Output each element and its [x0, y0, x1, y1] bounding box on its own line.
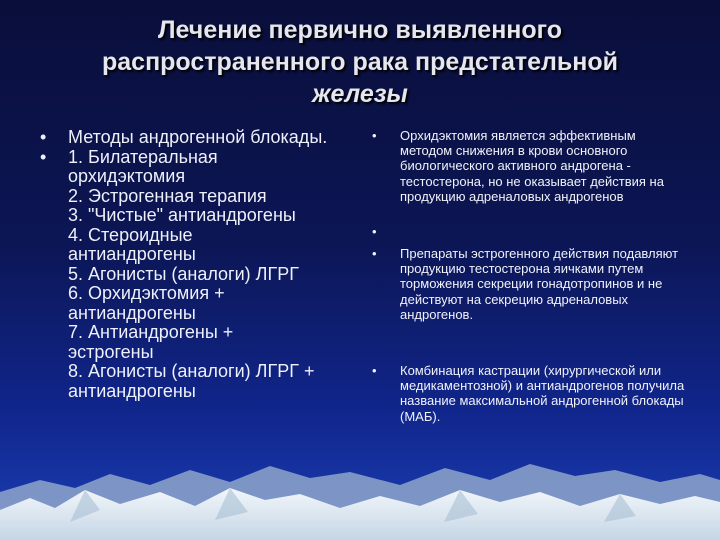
left-column	[40, 128, 360, 401]
bullet-marker: •	[372, 363, 377, 378]
right-bullet-text: Орхидэктомия является эффективным методом снижения в крови основного биологического активного андрогена - тестостерона, но не оказывает действия на продукцию адреналовых андрогенов	[400, 128, 664, 204]
left-bullet-list	[40, 148, 360, 402]
bullet-marker: •	[372, 224, 377, 239]
title-line-2: распространенного рака предстательной	[101, 48, 619, 76]
bullet-marker: •	[40, 127, 47, 147]
left-bullet-text: Методы андрогенной блокады.	[68, 127, 328, 147]
snowy-mountains-decoration	[0, 430, 720, 540]
slide-title	[40, 14, 680, 110]
right-bullet-text: Препараты эстрогенного действия подавляют продукцию тестостерона яичками путем торможения секреции гонадотропинов и не действуют на секрецию адреналовых андрогенов.	[400, 246, 679, 322]
bullet-marker: •	[372, 246, 377, 261]
left-bullet-methods	[40, 128, 360, 148]
right-bullet-text: Комбинация кастрации (хирургической или медикаментозной) и антиандрогенов получила название максимальной андрогенной блокады (МАБ).	[400, 363, 685, 424]
left-bullet-text: 1. Билатеральная орхидэктомия 2. Эстрогенная терапия 3. "Чистые" антиандрогены 4. Стероидные антиандрогены 5. Агонисты (аналоги) ЛГРГ 6. Орхидэктомия + антиандрогены 7. Антиандрогены + эстрогены 8. Агонисты (аналоги) ЛГРГ + антиандрогены	[68, 146, 315, 401]
right-column	[372, 128, 690, 424]
bullet-marker: •	[40, 146, 47, 167]
bullet-marker: •	[372, 128, 377, 143]
right-bullet-orchiectomy	[372, 128, 690, 224]
title-line-1: Лечение первично выявленного	[157, 16, 563, 44]
right-bullet-estrogens	[372, 246, 690, 363]
right-bullet-empty	[372, 224, 690, 246]
right-bullet-mab	[372, 363, 690, 424]
title-line-3: железы	[312, 80, 408, 108]
